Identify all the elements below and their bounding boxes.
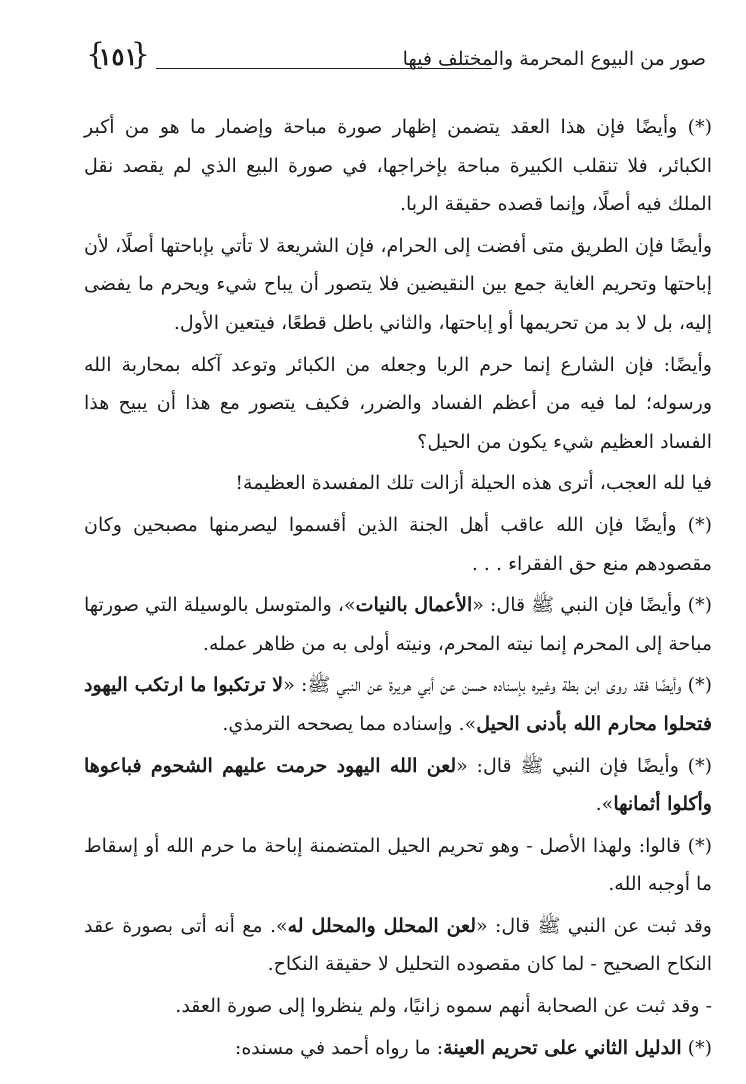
emphasized-text: الدليل الثاني على تحريم العينة [443, 1036, 682, 1059]
paragraph-text: فيا لله العجب، أترى هذه الحيلة أزالت تلك المفسدة العظيمة! [235, 472, 712, 495]
paragraph-text: (*) وأيضًا فإن النبي ﷺ قال: « [472, 594, 712, 617]
paragraph-text: : ما رواه أحمد في مسنده: [234, 1036, 444, 1059]
paragraph [84, 907, 712, 984]
paragraph [84, 666, 712, 743]
paragraph-text: وأيضًا: فإن الشارع إنما حرم الربا وجعله من الكبائر وتوعد آكله بمحاربة الله ورسوله؛ لما فيه من أعظم الفساد والضرر، فكيف يتصور مع هذا أن يبيح هذا الفساد العظيم شيء يكون من الحيل؟ [84, 353, 712, 453]
paragraph-text: (*) وأيضًا فقد روى ابن بطة وغيره بإسناده حسن عن أبي هريرة عن النبي ﷺ: « [283, 674, 712, 697]
paragraph-text: - وقد ثبت عن الصحابة أنهم سموه زانيًا، ولم ينظروا إلى صورة العقد. [175, 995, 712, 1018]
paragraph [84, 827, 712, 904]
emphasized-text: الأعمال بالنيات [355, 594, 473, 617]
page-header [86, 38, 706, 82]
paragraph-text: (*) [681, 1036, 712, 1059]
paragraph [84, 1029, 712, 1068]
header-rule [156, 68, 492, 69]
paragraph [84, 586, 712, 663]
running-title: صور من البيوع المحرمة والمختلف فيها [402, 48, 706, 70]
paragraph [84, 506, 712, 583]
paragraph [84, 747, 712, 824]
paragraph-text: وقد ثبت عن النبي ﷺ قال: « [476, 914, 712, 937]
paragraph [84, 227, 712, 343]
emphasized-text: لا ترتكبوا ما ارتكب اليهود فتحلوا محارم الله بأدنى الحيل [84, 674, 712, 735]
paragraph-text: وأيضًا فإن الطريق متى أفضت إلى الحرام، فإن الشريعة لا تأتي بإباحتها أصلًا، لأن إباحتها وتحريم الغاية جمع بين النقيضين فلا يتصور أن يباح شيء ويحرم ما يفضى إليه، بل لا بد من تحريمها أو إباحتها، والثاني باطل قطعًا، فيتعين الأول. [84, 234, 712, 334]
paragraph-text: (*) قالوا: ولهذا الأصل - وهو تحريم الحيل المتضمنة إباحة ما حرم الله أو إسقاط ما أوجبه الله. [84, 834, 712, 896]
paragraph [84, 108, 712, 224]
paragraph-text: (*) وأيضًا فإن النبي ﷺ قال: « [456, 754, 712, 777]
paragraph-text: ». وإسناده مما يصححه الترمذي. [222, 712, 477, 735]
paragraph [84, 346, 712, 462]
paragraph-text: ». مع أنه أتى بصورة عقد النكاح الصحيح - لما كان مقصوده التحليل لا حقيقة النكاح. [84, 914, 712, 976]
paragraph [84, 464, 712, 503]
paragraph [84, 987, 712, 1026]
paragraph-text: ». [595, 793, 614, 816]
paragraph-text: (*) وأيضًا فإن الله عاقب أهل الجنة الذين أقسموا ليصرمنها مصبحين وكان مقصودهم منع حق الفقراء . . . [84, 513, 712, 575]
emphasized-text: لعن الله اليهود حرمت عليهم الشحوم فباعوها وأكلوا أثمانها [84, 754, 712, 816]
paragraph-text: (*) وأيضًا فإن هذا العقد يتضمن إظهار صورة مباحة وإضمار ما هو من أكبر الكبائر، فلا تنقلب الكبيرة مباحة بإخراجها، في صورة البيع الذي لم يقصد نقل الملك فيه أصلًا، وإنما قصده حقيقة الربا. [84, 116, 712, 216]
text-body [84, 108, 712, 1070]
paragraph-text: »، والمتوسل بالوسيلة التي صورتها مباحة إلى المحرم إنما نيته المحرم، ونيته أولى به من ظاهر عمله. [84, 594, 712, 655]
emphasized-text: لعن المحلل والمحلل له [287, 914, 477, 937]
page-number: { ١٥١ } [86, 38, 150, 76]
